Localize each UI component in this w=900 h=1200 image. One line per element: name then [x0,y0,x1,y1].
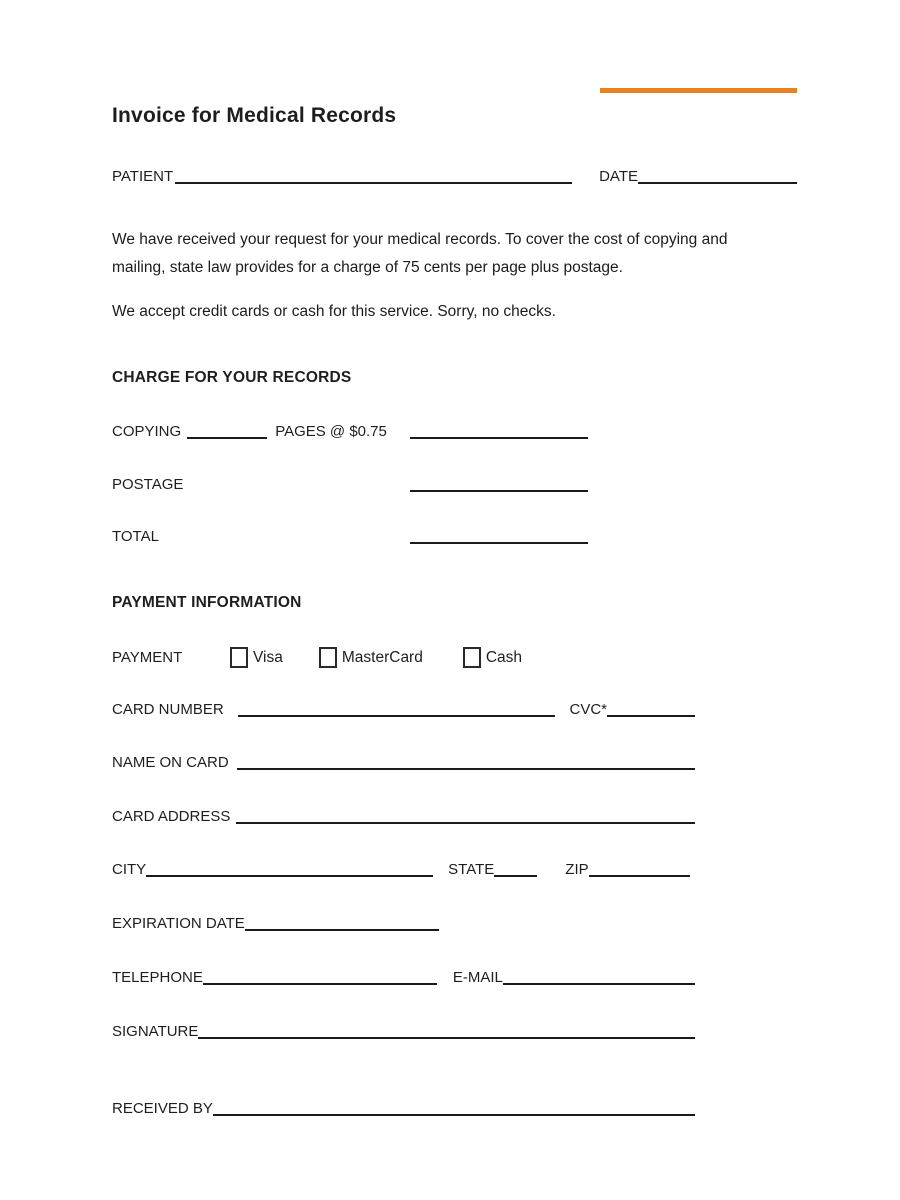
name-on-card-input-line[interactable] [237,754,695,770]
postage-label: POSTAGE [112,476,184,493]
signature-row [112,1023,695,1040]
payment-methods-row [112,647,592,668]
copying-label: COPYING [112,423,182,440]
pages-rate-label: PAGES @ $0.75 [275,423,387,440]
policy-paragraph: We accept credit cards or cash for this service. Sorry, no checks. [112,303,556,320]
card-number-input-line[interactable] [238,701,556,717]
patient-input-line[interactable] [175,168,572,184]
city-state-zip-row [112,861,690,878]
card-number-row [112,701,695,718]
telephone-input-line[interactable] [203,969,437,985]
payment-method-mastercard[interactable] [319,647,423,668]
expiration-date-input-line[interactable] [245,915,439,931]
state-input-line[interactable] [494,861,537,877]
city-label: CITY [112,861,147,878]
state-label: STATE [448,861,495,878]
accent-rule [600,88,797,93]
patient-date-row [112,168,797,185]
cash-checkbox[interactable] [463,647,481,668]
zip-label: ZIP [565,861,589,878]
name-on-card-row [112,754,695,771]
mastercard-checkbox[interactable] [319,647,337,668]
total-amount-line[interactable] [410,528,588,544]
payment-method-cash[interactable] [463,647,522,668]
postage-amount-line[interactable] [410,476,588,492]
email-input-line[interactable] [503,969,695,985]
postage-row [112,476,588,493]
copying-row [112,423,588,440]
card-address-input-line[interactable] [236,808,695,824]
received-by-row [112,1100,695,1117]
patient-label: PATIENT [112,168,174,185]
cvc-label: CVC* [569,701,607,718]
cvc-input-line[interactable] [607,701,695,717]
expiration-date-label: EXPIRATION DATE [112,915,245,932]
date-label: DATE [599,168,638,185]
total-label: TOTAL [112,528,159,545]
zip-input-line[interactable] [589,861,690,877]
name-on-card-label: NAME ON CARD [112,754,229,771]
card-number-label: CARD NUMBER [112,701,224,718]
payment-section-heading: PAYMENT INFORMATION [112,594,302,611]
card-address-label: CARD ADDRESS [112,808,231,825]
cash-checkbox-label: Cash [485,648,523,666]
date-input-line[interactable] [638,168,797,184]
copying-amount-line[interactable] [410,423,588,439]
card-address-row [112,808,695,825]
payment-method-label: PAYMENT [112,649,183,666]
visa-checkbox[interactable] [230,647,248,668]
telephone-label: TELEPHONE [112,969,203,986]
received-by-input-line[interactable] [213,1100,695,1116]
visa-checkbox-label: Visa [253,648,283,666]
payment-method-visa[interactable] [230,647,283,668]
signature-label: SIGNATURE [112,1023,199,1040]
intro-paragraph: We have received your request for your medical records. To cover the cost of copying and mailing, state law provides for a charge of 75 cents per page plus postage. [112,231,728,276]
mastercard-checkbox-label: MasterCard [341,648,423,666]
received-by-label: RECEIVED BY [112,1100,213,1117]
expiration-date-row [112,915,439,932]
copying-pages-line[interactable] [187,423,267,439]
city-input-line[interactable] [146,861,433,877]
signature-input-line[interactable] [198,1023,695,1039]
charges-section-heading: CHARGE FOR YOUR RECORDS [112,369,352,386]
total-row [112,528,588,545]
telephone-email-row [112,969,695,986]
email-label: E-MAIL [452,969,503,986]
page-title: Invoice for Medical Records [112,104,397,127]
